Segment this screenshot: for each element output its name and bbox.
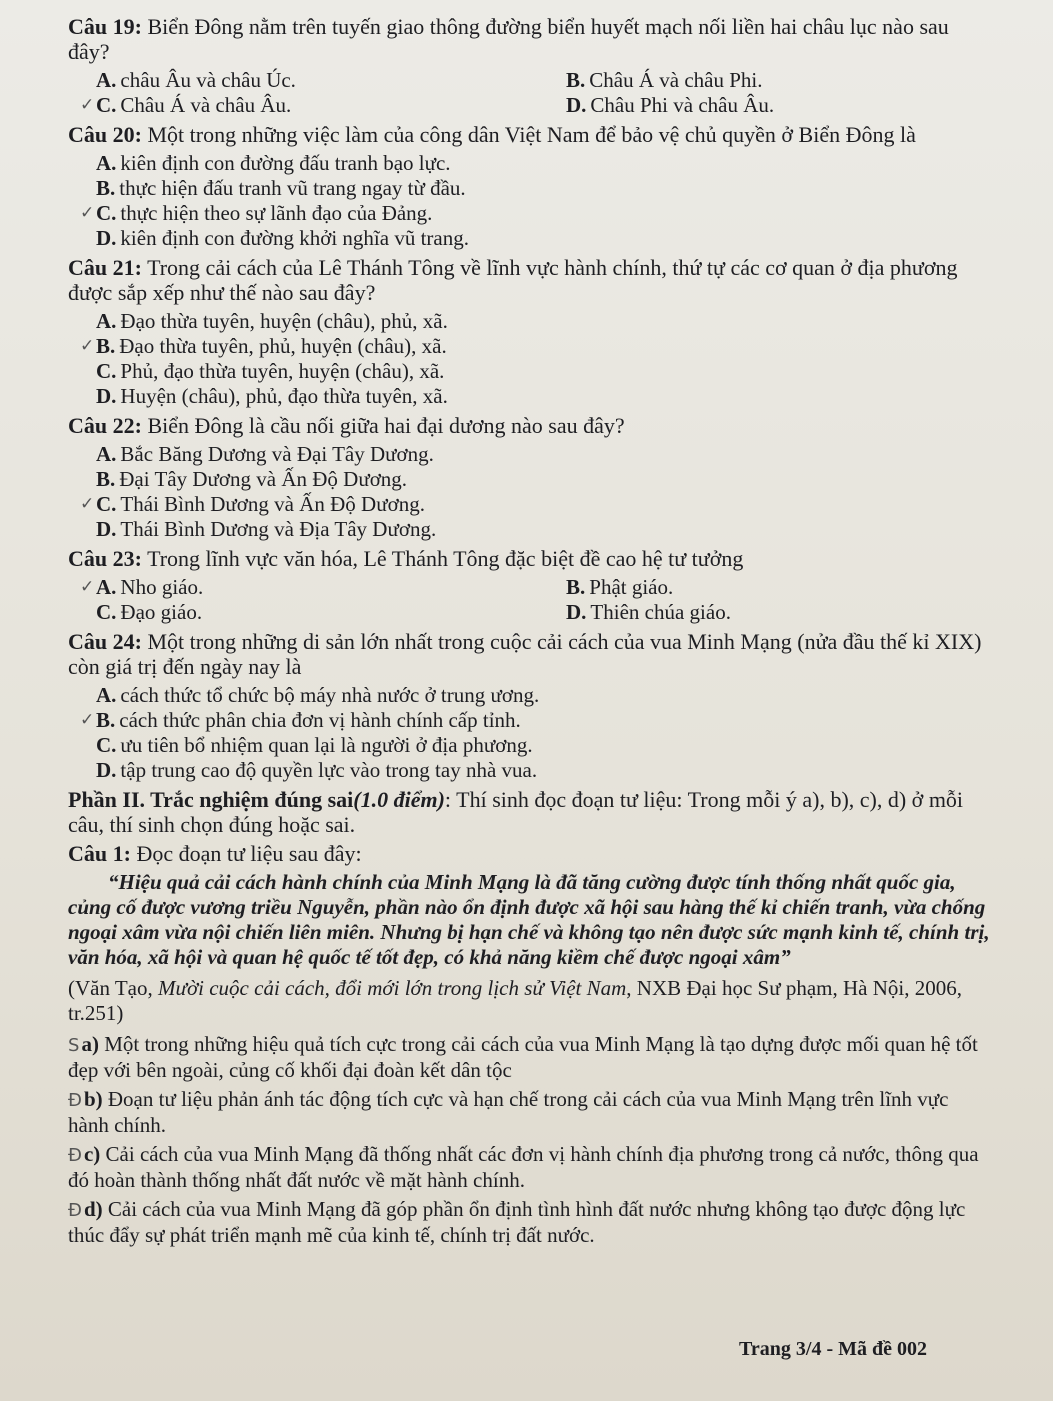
- statement-text: Cải cách của vua Minh Mạng đã góp phần ổn định tình hình đất nước nhưng không tạo được động lực thúc đẩy sự phát triển mạnh mẽ của kinh tế, chính trị đất nước.: [68, 1197, 966, 1247]
- question-list: [68, 14, 993, 783]
- question-block: [68, 255, 993, 409]
- answer-option: [80, 708, 993, 733]
- option-text: Phủ, đạo thừa tuyên, huyện (châu), xã.: [120, 359, 445, 383]
- part2-title-italic: (1.0 điểm): [353, 787, 445, 812]
- option-key: D.: [96, 758, 117, 782]
- option-text: Thái Bình Dương và Ấn Độ Dương.: [120, 492, 425, 516]
- part2-title-rest: : Thí sinh đọc đoạn tư liệu: Trong mỗi ý a), b), c), d) ở mỗi câu, thí sinh chọn đúng hoặc sai.: [68, 787, 964, 837]
- option-key: D.: [566, 93, 587, 117]
- answer-option: [96, 226, 993, 251]
- option-text: Nho giáo.: [120, 575, 204, 599]
- handwritten-mark: Đ: [68, 1145, 82, 1166]
- answer-options: [80, 442, 993, 542]
- question-title: [68, 14, 993, 64]
- option-key: A.: [96, 442, 117, 466]
- part2-question-1: [68, 841, 993, 866]
- option-key: C.: [96, 600, 117, 624]
- option-text: Phật giáo.: [589, 575, 674, 599]
- question-text: Đọc đoạn tư liệu sau đây:: [136, 841, 362, 866]
- option-key: B.: [96, 708, 116, 732]
- statement-item: [68, 1032, 993, 1083]
- answer-option: [80, 201, 993, 226]
- option-key: C.: [96, 93, 117, 117]
- answer-option: [566, 600, 993, 625]
- option-text: kiên định con đường đấu tranh bạo lực.: [120, 151, 451, 175]
- option-text: cách thức phân chia đơn vị hành chính cấp tỉnh.: [119, 708, 521, 732]
- question-text: Biển Đông nằm trên tuyến giao thông đường biển huyết mạch nối liền hai châu lục nào sau đây?: [68, 14, 949, 64]
- check-mark-icon: ✓: [80, 710, 95, 730]
- question-label: Câu 21:: [68, 255, 142, 280]
- statement-key: c): [83, 1142, 101, 1166]
- option-text: Thiên chúa giáo.: [590, 600, 731, 624]
- option-text: thực hiện theo sự lãnh đạo của Đảng.: [120, 201, 433, 225]
- question-label: Câu 22:: [68, 413, 142, 438]
- answer-option: [96, 733, 993, 758]
- answer-option: [96, 176, 993, 201]
- source-quote: “Hiệu quả cải cách hành chính của Minh Mạng là đã tăng cường được tính thống nhất quốc gia, củng cố được vương triều Nguyễn, phần nào ổn định được xã hội sau hàng thế kỉ chiến tranh, vừa chống ngoại xâm vừa nội chiến liên miên. Nhưng bị hạn chế và không tạo nên được sức mạnh kinh tế, chính trị, văn hóa, xã hội và quan hệ quốc tế tốt đẹp, có khả năng kiềm chế được ngoại xâm”: [68, 870, 990, 969]
- answer-option: [96, 442, 993, 467]
- answer-option: [80, 334, 993, 359]
- answer-option: [566, 68, 993, 93]
- answer-option: [96, 758, 993, 783]
- option-text: châu Âu và châu Úc.: [120, 68, 296, 92]
- option-key: C.: [96, 201, 117, 225]
- answer-option: [96, 68, 566, 93]
- option-text: Đạo giáo.: [120, 600, 203, 624]
- option-text: tập trung cao độ quyền lực vào trong tay nhà vua.: [120, 758, 538, 782]
- question-text: Một trong những việc làm của công dân Việt Nam để bảo vệ chủ quyền ở Biển Đông là: [147, 122, 916, 147]
- option-text: cách thức tổ chức bộ máy nhà nước ở trung ương.: [120, 683, 540, 707]
- question-title: [68, 629, 993, 679]
- option-text: Châu Á và châu Âu.: [120, 93, 292, 117]
- option-text: Châu Phi và châu Âu.: [590, 93, 775, 117]
- question-text: Một trong những di sản lớn nhất trong cuộc cải cách của vua Minh Mạng (nửa đầu thế kỉ XIX) còn giá trị đến ngày nay là: [68, 629, 982, 679]
- option-text: Huyện (châu), phủ, đạo thừa tuyên, xã.: [120, 384, 448, 408]
- answer-option: [566, 575, 993, 600]
- answer-option: [566, 93, 993, 118]
- option-key: D.: [566, 600, 587, 624]
- option-key: C.: [96, 359, 117, 383]
- option-text: Thái Bình Dương và Địa Tây Dương.: [120, 517, 437, 541]
- question-block: [68, 413, 993, 542]
- answer-option: [96, 600, 566, 625]
- option-text: Đạo thừa tuyên, huyện (châu), phủ, xã.: [120, 309, 448, 333]
- option-key: D.: [96, 517, 117, 541]
- question-text: Trong cải cách của Lê Thánh Tông về lĩnh vực hành chính, thứ tự các cơ quan ở địa phương được sắp xếp như thế nào sau đây?: [68, 255, 958, 305]
- option-key: C.: [96, 492, 117, 516]
- answer-option: [96, 517, 993, 542]
- option-text: kiên định con đường khởi nghĩa vũ trang.: [120, 226, 469, 250]
- statement-list: [68, 1032, 993, 1248]
- question-title: [68, 255, 993, 305]
- option-key: D.: [96, 384, 117, 408]
- answer-options: [80, 151, 993, 251]
- statement-item: [68, 1142, 993, 1193]
- handwritten-mark: S: [68, 1035, 80, 1056]
- answer-option: [80, 575, 566, 600]
- question-block: [68, 629, 993, 783]
- option-key: A.: [96, 309, 117, 333]
- answer-option: [96, 151, 993, 176]
- answer-option: [96, 683, 993, 708]
- option-text: ưu tiên bổ nhiệm quan lại là người ở địa phương.: [120, 733, 533, 757]
- question-title: [68, 546, 993, 571]
- option-text: Bắc Băng Dương và Đại Tây Dương.: [120, 442, 434, 466]
- option-key: A.: [96, 575, 117, 599]
- statement-text: Một trong những hiệu quả tích cực trong cải cách của vua Minh Mạng là tạo dựng được mối quan hệ tốt đẹp với bên ngoài, củng cố khối đại đoàn kết dân tộc: [68, 1032, 978, 1082]
- source-citation: (Văn Tạo, Mười cuộc cải cách, đổi mới lớn trong lịch sử Việt Nam, NXB Đại học Sư phạm, Hà Nội, 2006, tr.251): [68, 976, 962, 1025]
- question-label: Câu 1:: [68, 841, 131, 866]
- check-mark-icon: ✓: [80, 336, 95, 356]
- answer-option: [80, 93, 566, 118]
- page-footer: Trang 3/4 - Mã đề 002: [739, 1338, 927, 1360]
- statement-key: b): [83, 1087, 103, 1111]
- question-label: Câu 23:: [68, 546, 142, 571]
- option-text: Đại Tây Dương và Ấn Độ Dương.: [119, 467, 408, 491]
- part2-section: [68, 787, 993, 1248]
- option-text: thực hiện đấu tranh vũ trang ngay từ đầu.: [119, 176, 466, 200]
- option-key: D.: [96, 226, 117, 250]
- question-text: Trong lĩnh vực văn hóa, Lê Thánh Tông đặc biệt đề cao hệ tư tưởng: [147, 546, 744, 571]
- statement-key: a): [81, 1032, 99, 1056]
- question-block: [68, 14, 993, 118]
- part2-title: [68, 787, 993, 837]
- option-key: A.: [96, 683, 117, 707]
- question-label: Câu 19:: [68, 14, 142, 39]
- handwritten-mark: Đ: [68, 1090, 82, 1111]
- statement-text: Đoạn tư liệu phản ánh tác động tích cực và hạn chế trong cải cách của vua Minh Mạng trên lĩnh vực hành chính.: [68, 1087, 949, 1137]
- answer-option: [96, 309, 993, 334]
- question-label: Câu 24:: [68, 629, 142, 654]
- check-mark-icon: ✓: [80, 95, 95, 115]
- statement-text: Cải cách của vua Minh Mạng đã thống nhất các đơn vị hành chính địa phương trong cả nước, thông qua đó hoàn thành thống nhất đất nước về mặt hành chính.: [68, 1142, 979, 1192]
- question-block: [68, 546, 993, 625]
- question-label: Câu 20:: [68, 122, 142, 147]
- answer-options: [80, 575, 993, 625]
- answer-option: [96, 384, 993, 409]
- option-key: B.: [96, 467, 116, 491]
- option-key: B.: [566, 68, 586, 92]
- option-key: A.: [96, 151, 117, 175]
- option-text: Đạo thừa tuyên, phủ, huyện (châu), xã.: [119, 334, 447, 358]
- check-mark-icon: ✓: [80, 577, 95, 597]
- question-text: Biển Đông là cầu nối giữa hai đại dương nào sau đây?: [147, 413, 625, 438]
- statement-item: [68, 1197, 993, 1248]
- answer-option: [96, 467, 993, 492]
- option-key: B.: [96, 176, 116, 200]
- answer-option: [96, 359, 993, 384]
- check-mark-icon: ✓: [80, 494, 95, 514]
- question-title: [68, 413, 993, 438]
- answer-options: [80, 683, 993, 783]
- option-text: Châu Á và châu Phi.: [589, 68, 763, 92]
- statement-item: [68, 1087, 993, 1138]
- answer-options: [80, 68, 993, 118]
- part2-title-bold: Phần II. Trắc nghiệm đúng sai: [68, 787, 354, 812]
- question-block: [68, 122, 993, 251]
- handwritten-mark: Đ: [68, 1200, 82, 1221]
- statement-key: d): [83, 1197, 103, 1221]
- question-title: [68, 122, 993, 147]
- answer-options: [80, 309, 993, 409]
- check-mark-icon: ✓: [80, 203, 95, 223]
- option-key: C.: [96, 733, 117, 757]
- option-key: B.: [96, 334, 116, 358]
- answer-option: [80, 492, 993, 517]
- option-key: B.: [566, 575, 586, 599]
- option-key: A.: [96, 68, 117, 92]
